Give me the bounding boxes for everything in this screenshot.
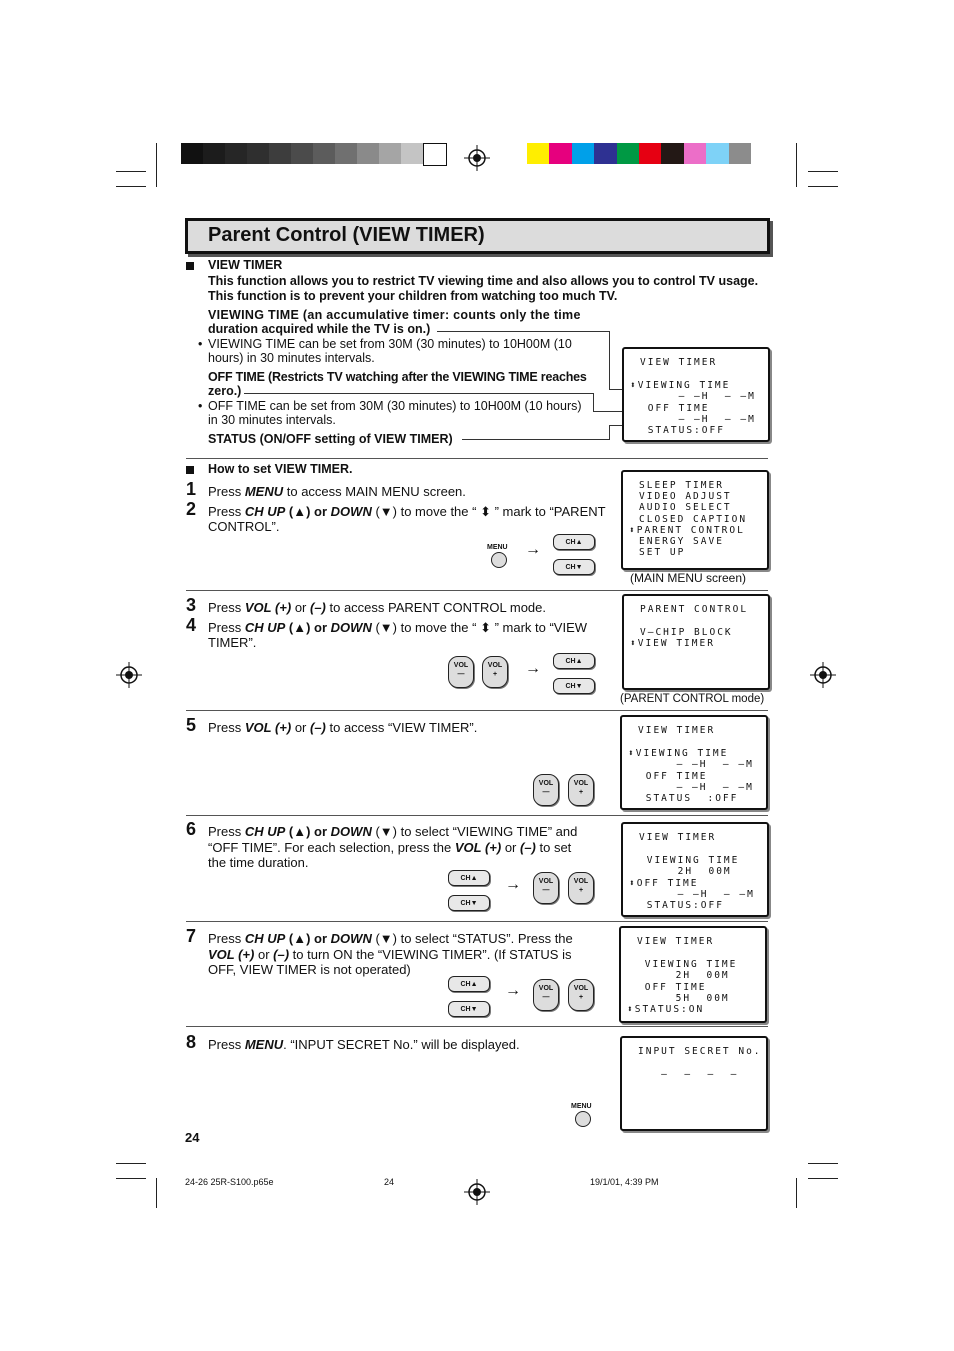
color-swatch (181, 143, 203, 164)
off-time-heading: zero.) (208, 384, 242, 398)
color-swatch (401, 143, 423, 164)
viewing-time-heading: duration acquired while the TV is on.) (208, 322, 431, 336)
step-text: Press MENU to access MAIN MENU screen. (208, 484, 466, 499)
screen-line: VIDEO ADJUST (639, 491, 732, 503)
divider (186, 815, 768, 816)
ch-down-button[interactable]: CH▼ (553, 559, 595, 575)
connector-line (609, 425, 610, 440)
color-swatch (617, 143, 639, 164)
color-swatch (225, 143, 247, 164)
vol-minus-button[interactable]: VOL — (533, 979, 559, 1011)
bullet-dot: • (198, 399, 203, 413)
color-swatch (684, 143, 706, 164)
screen-line: AUDIO SELECT (639, 502, 732, 514)
tv-screen-view-timer (619, 926, 767, 1023)
vol-minus-button[interactable]: VOL — (448, 656, 474, 688)
page-title-box (185, 218, 770, 254)
step-number: 2 (186, 499, 197, 519)
screen-line: ⬍VIEWING TIME (630, 379, 731, 391)
screen-line: STATUS:OFF (640, 425, 725, 437)
divider (186, 1026, 768, 1027)
step-number: 5 (186, 715, 197, 735)
viewing-time-bullet: hours) in 30 minutes intervals. (208, 351, 375, 365)
step-text: Press CH UP (▲) or DOWN (▼) to select “VIEWING TIME” and (208, 824, 578, 839)
status-heading: STATUS (ON/OFF setting of VIEW TIMER) (208, 432, 453, 446)
screen-line: SET UP (639, 547, 686, 559)
ch-down-button[interactable]: CH▼ (448, 1001, 490, 1017)
step-text: Press CH UP (▲) or DOWN (▼) to select “STATUS”. Press the (208, 931, 573, 946)
screen-line: INPUT SECRET No. (638, 1046, 762, 1057)
bullet-square-icon (186, 262, 194, 270)
viewing-time-heading: VIEWING TIME (an accumulative timer: counts only the time (208, 308, 581, 322)
screen-line: VIEW TIMER (639, 832, 717, 843)
ch-down-button[interactable]: CH▼ (448, 895, 490, 911)
vol-plus-button[interactable]: VOL + (568, 979, 594, 1011)
screen-line: ⬍PARENT CONTROL (629, 524, 745, 536)
color-swatch (729, 143, 751, 164)
crop-mark (116, 186, 146, 187)
screen-caption: (MAIN MENU screen) (630, 571, 747, 585)
color-swatch (291, 143, 313, 164)
divider (186, 458, 768, 459)
menu-button[interactable] (575, 1111, 591, 1127)
tv-screen-main-menu (621, 470, 769, 570)
menu-key-label: MENU (487, 544, 508, 551)
arrow-icon: → (525, 660, 541, 677)
crop-mark (808, 171, 838, 172)
step-text: Press MENU. “INPUT SECRET No.” will be displayed. (208, 1037, 520, 1052)
page-title: Parent Control (VIEW TIMER) (208, 224, 485, 246)
screen-line: – –H – –M (640, 414, 756, 425)
crop-mark (808, 186, 838, 187)
connector-line (462, 439, 609, 440)
divider (186, 921, 768, 922)
ch-up-button[interactable]: CH▲ (553, 653, 595, 669)
tv-screen-input-secret (620, 1036, 768, 1131)
color-swatch (527, 143, 549, 164)
screen-line: – – – – (638, 1068, 739, 1080)
step-text: Press CH UP (▲) or DOWN (▼) to move the “ ⬍ ” mark to “VIEW (208, 620, 588, 635)
screen-line: V–CHIP BLOCK (640, 626, 733, 638)
connector-line (593, 411, 625, 412)
footer-page: 24 (384, 1177, 395, 1187)
section-heading: VIEW TIMER (208, 258, 283, 272)
step-text: OFF, VIEW TIMER is not operated) (208, 962, 411, 977)
step-text: Press VOL (+) or (–) to access “VIEW TIMER”. (208, 720, 478, 735)
tv-screen-view-timer (620, 715, 768, 810)
screen-line: VIEW TIMER (638, 725, 716, 736)
screen-line: SLEEP TIMER (639, 480, 724, 491)
arrow-icon: → (525, 541, 541, 558)
crop-mark (156, 143, 157, 187)
bullet-square-icon (186, 466, 194, 474)
color-swatch (423, 143, 447, 166)
crop-mark (116, 1163, 146, 1164)
bullet-dot: • (198, 337, 203, 351)
crop-mark (808, 1163, 838, 1164)
screen-line: VIEW TIMER (640, 357, 718, 368)
registration-mark-icon (810, 662, 836, 688)
menu-button[interactable] (491, 552, 507, 568)
off-time-bullet: OFF TIME can be set from 30M (30 minutes) to 10H00M (10 hours) (208, 399, 582, 413)
color-swatch (639, 143, 661, 164)
screen-line: ⬍VIEW TIMER (630, 638, 715, 650)
crop-mark (796, 143, 797, 187)
color-swatch (706, 143, 728, 164)
step-number: 7 (186, 926, 197, 946)
crop-mark (796, 1178, 797, 1208)
divider (186, 710, 768, 711)
screen-line: ⬍VIEWING TIME (628, 747, 729, 759)
step-number: 4 (186, 615, 197, 635)
screen-line: 2H 00M (639, 866, 732, 878)
screen-line: 2H 00M (637, 970, 730, 982)
connector-line (437, 331, 609, 332)
screen-line: 5H 00M (637, 993, 730, 1004)
crop-mark (116, 171, 146, 172)
registration-mark-icon (464, 1179, 490, 1205)
color-swatch (313, 143, 335, 164)
crop-mark (156, 1178, 157, 1208)
screen-line: VIEW TIMER (637, 936, 715, 947)
screen-caption: (PARENT CONTROL mode) (620, 693, 765, 705)
color-swatch (549, 143, 571, 164)
screen-line: CLOSED CAPTION (639, 513, 748, 525)
vol-plus-button[interactable]: VOL + (568, 872, 594, 904)
screen-line: OFF TIME (638, 770, 708, 782)
step-text: Press VOL (+) or (–) to access PARENT CONTROL mode. (208, 600, 546, 615)
registration-mark-icon (116, 662, 142, 688)
ch-up-button[interactable]: CH▲ (553, 534, 595, 550)
color-swatch (572, 143, 594, 164)
arrow-icon: → (505, 982, 521, 999)
footer-date: 19/1/01, 4:39 PM (590, 1177, 659, 1187)
intro-line: This function allows you to restrict TV viewing time and also allows you to control TV usage. (208, 274, 759, 288)
viewing-time-bullet: VIEWING TIME can be set from 30M (30 minutes) to 10H00M (10 (208, 337, 572, 351)
ch-down-button[interactable]: CH▼ (553, 678, 595, 694)
step-number: 8 (186, 1032, 197, 1052)
color-swatch (247, 143, 269, 164)
step-text: CONTROL”. (208, 519, 280, 534)
step-text: Press CH UP (▲) or DOWN (▼) to move the “ ⬍ ” mark to “PARENT (208, 504, 606, 519)
step-text: TIMER”. (208, 635, 257, 650)
connector-line (593, 393, 594, 411)
footer-file: 24-26 25R-S100.p65e (185, 1177, 274, 1187)
color-swatch (594, 143, 616, 164)
vol-plus-button[interactable]: VOL + (568, 774, 594, 806)
vol-plus-button[interactable]: VOL + (482, 656, 508, 688)
color-swatch (379, 143, 401, 164)
screen-line: – –H – –M (639, 889, 755, 900)
step-number: 1 (186, 479, 197, 499)
divider (186, 590, 768, 591)
screen-line: OFF TIME (637, 981, 707, 993)
section-heading: How to set VIEW TIMER. (208, 462, 353, 476)
vol-minus-button[interactable]: VOL — (533, 774, 559, 806)
color-swatch (269, 143, 291, 164)
screen-line: – –H – –M (640, 391, 756, 403)
screen-line: ⬍STATUS:ON (627, 1004, 705, 1016)
screen-line: VIEWING TIME (639, 854, 740, 866)
page-number: 24 (185, 1130, 200, 1145)
color-swatch (661, 143, 683, 164)
screen-line: ⬍OFF TIME (629, 877, 699, 889)
step-text: “OFF TIME”. For each selection, press the VOL (+) or (–) to set (208, 840, 572, 855)
off-time-bullet: in 30 minutes intervals. (208, 413, 336, 427)
registration-mark-icon (464, 145, 490, 171)
screen-line: VIEWING TIME (637, 958, 738, 970)
off-time-heading: OFF TIME (Restricts TV watching after the VIEWING TIME reaches (208, 370, 587, 384)
screen-line: ENERGY SAVE (639, 536, 724, 547)
ch-up-button[interactable]: CH▲ (448, 870, 490, 886)
crop-mark (116, 1178, 146, 1179)
menu-key-label: MENU (571, 1103, 592, 1110)
connector-line (244, 393, 593, 394)
screen-line: STATUS:OFF (639, 900, 724, 912)
connector-line (609, 331, 610, 389)
screen-line: OFF TIME (640, 402, 710, 414)
step-number: 3 (186, 595, 197, 615)
color-swatch (203, 143, 225, 164)
step-text: VOL (+) or (–) to turn ON the “VIEWING TIMER”. (If STATUS is (208, 947, 572, 962)
screen-line: – –H – –M (638, 759, 754, 771)
screen-line: – –H – –M (638, 782, 754, 793)
ch-up-button[interactable]: CH▲ (448, 976, 490, 992)
arrow-icon: → (505, 876, 521, 893)
color-swatch (357, 143, 379, 164)
tv-screen-parent-control (622, 594, 770, 690)
crop-mark (808, 1178, 838, 1179)
step-text: the time duration. (208, 855, 309, 870)
tv-screen-view-timer (622, 347, 770, 442)
intro-line: This function is to prevent your children from watching too much TV. (208, 289, 618, 303)
screen-line: STATUS :OFF (638, 793, 739, 805)
step-number: 6 (186, 819, 197, 839)
tv-screen-view-timer (621, 822, 769, 917)
screen-line: PARENT CONTROL (640, 604, 749, 615)
color-swatch (335, 143, 357, 164)
vol-minus-button[interactable]: VOL — (533, 872, 559, 904)
